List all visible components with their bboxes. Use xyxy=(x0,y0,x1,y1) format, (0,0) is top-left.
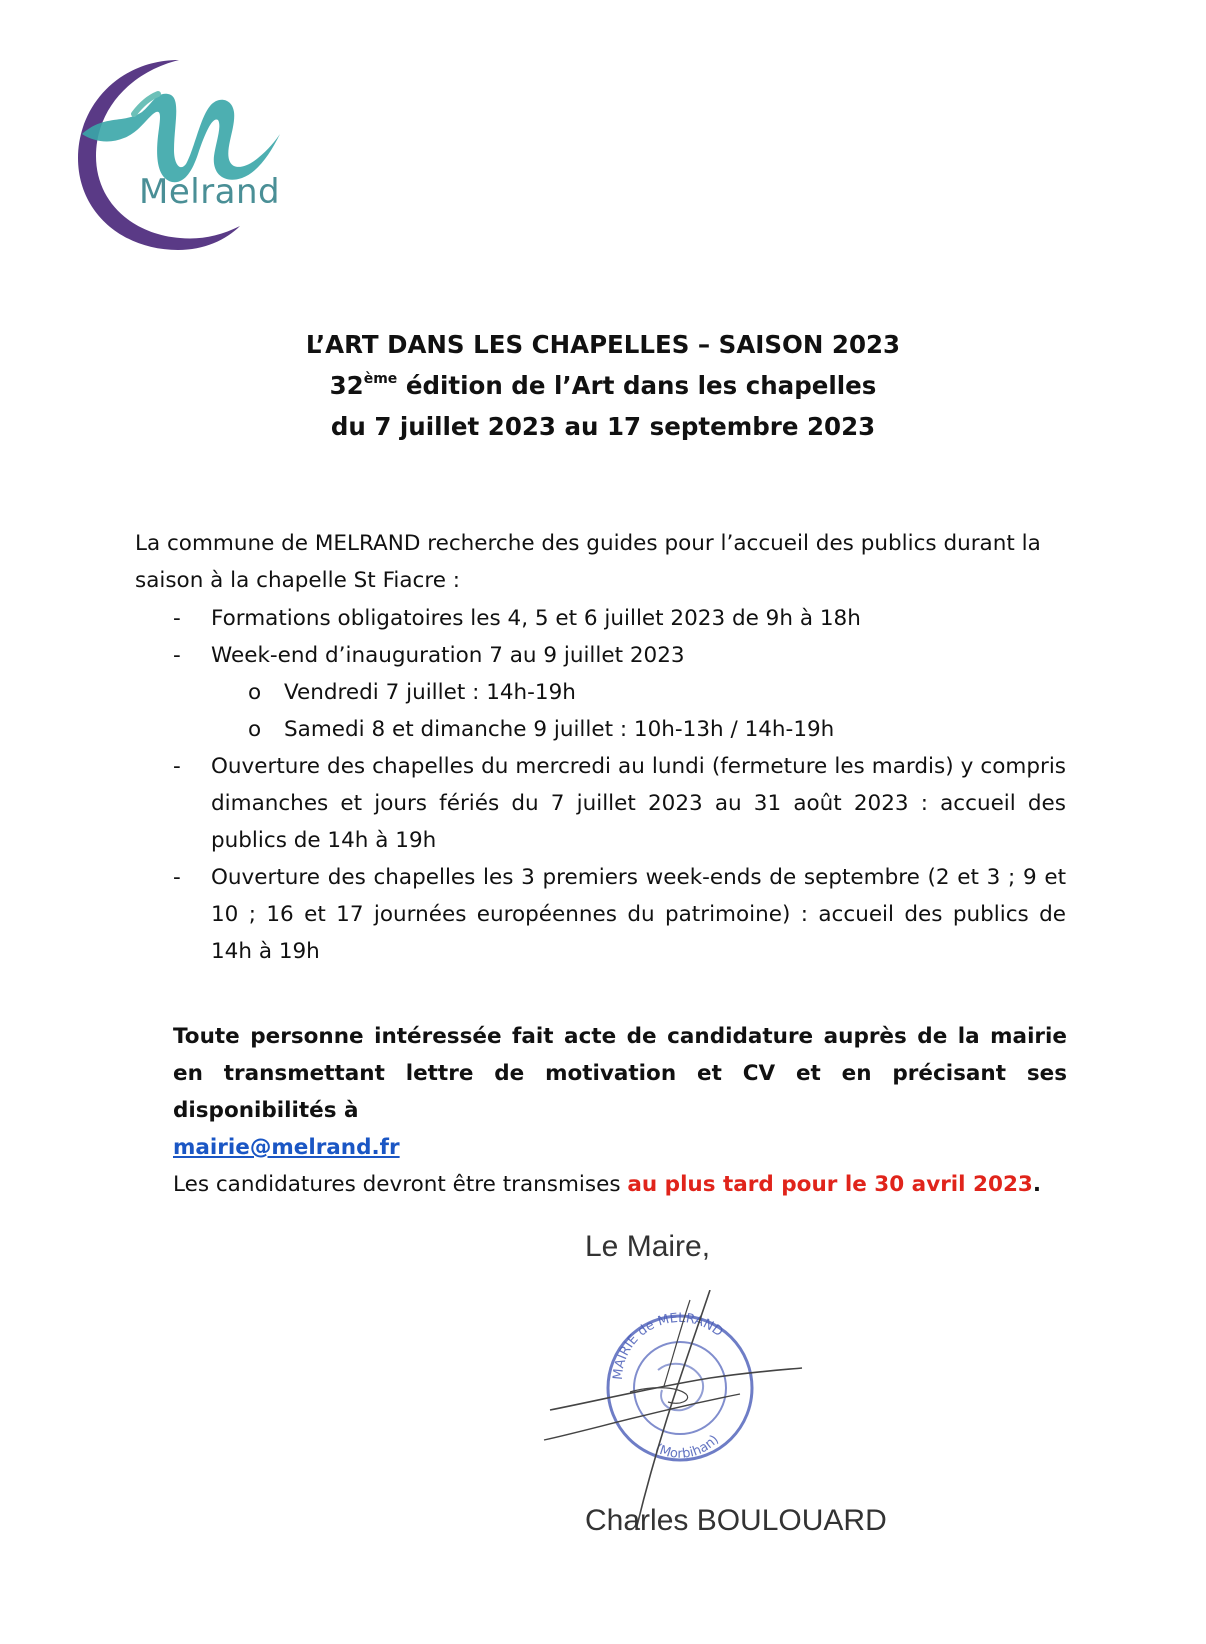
m-swirl-icon xyxy=(74,54,284,254)
list-item xyxy=(135,748,1066,859)
bullet-dash: - xyxy=(173,643,181,668)
schedule-list xyxy=(135,600,1066,970)
page-title xyxy=(0,324,1206,447)
list-item xyxy=(135,859,1066,970)
intro-paragraph: La commune de MELRAND recherche des guides pour l’accueil des publics durant la saison à la chapelle St Fiacre : xyxy=(135,531,1041,593)
melrand-logo xyxy=(74,54,284,254)
stamp-text-top: MAIRIE de MELRAND xyxy=(610,1310,726,1381)
bullet-text: Ouverture des chapelles du mercredi au lundi (fermeture les mardis) y compris dimanches et jours fériés du 7 juillet 2023 au 31 août 2023 : accueil des publics de 14h à 19h xyxy=(211,754,1066,853)
edition-number: 32 xyxy=(329,371,364,400)
stamp-text-bottom: (Morbihan) xyxy=(652,1432,723,1462)
mairie-stamp xyxy=(540,1290,810,1540)
title-line-3: du 7 juillet 2023 au 17 septembre 2023 xyxy=(330,412,876,441)
deadline-date: au plus tard pour le 30 avril 2023 xyxy=(627,1172,1033,1197)
list-item xyxy=(135,637,1066,748)
sub-bullet-text: Vendredi 7 juillet : 14h-19h xyxy=(284,680,576,705)
bullet-circle: o xyxy=(248,680,262,705)
deadline-line xyxy=(173,1166,1067,1203)
bullet-text: Week-end d’inauguration 7 au 9 juillet 2023 xyxy=(211,643,685,668)
edition-suffix: ème xyxy=(363,371,398,387)
inauguration-sublist xyxy=(211,674,1066,748)
title-line-1: L’ART DANS LES CHAPELLES – SAISON 2023 xyxy=(305,330,901,359)
stamp-and-signature-icon xyxy=(540,1290,810,1540)
application-text: Toute personne intéressée fait acte de candidature auprès de la mairie en transmettant lettre de motivation et CV et en précisant ses disponibilités à xyxy=(173,1024,1067,1123)
sub-list-item xyxy=(211,674,1066,711)
signature-title: Le Maire, xyxy=(585,1230,711,1263)
bullet-dash: - xyxy=(173,606,181,631)
mayor-name: Charles BOULOUARD xyxy=(585,1504,887,1537)
logo-wordmark: Melrand xyxy=(139,172,281,212)
deadline-period: . xyxy=(1032,1172,1042,1197)
title-line-2 xyxy=(0,365,1206,406)
email-link[interactable]: mairie@melrand.fr xyxy=(173,1135,400,1160)
bullet-dash: - xyxy=(173,865,181,890)
deadline-prefix: Les candidatures devront être transmises xyxy=(173,1172,628,1197)
sub-list-item xyxy=(211,711,1066,748)
edition-text: édition de l’Art dans les chapelles xyxy=(397,371,877,400)
application-paragraph xyxy=(173,1018,1067,1203)
bullet-circle: o xyxy=(248,717,262,742)
list-item xyxy=(135,600,1066,637)
bullet-dash: - xyxy=(173,754,181,779)
bullet-text: Ouverture des chapelles les 3 premiers week-ends de septembre (2 et 3 ; 9 et 10 ; 16 et 17 journées européennes du patrimoine) : accueil des publics de 14h à 19h xyxy=(211,865,1066,964)
bullet-text: Formations obligatoires les 4, 5 et 6 juillet 2023 de 9h à 18h xyxy=(211,606,861,631)
sub-bullet-text: Samedi 8 et dimanche 9 juillet : 10h-13h / 14h-19h xyxy=(284,717,835,742)
